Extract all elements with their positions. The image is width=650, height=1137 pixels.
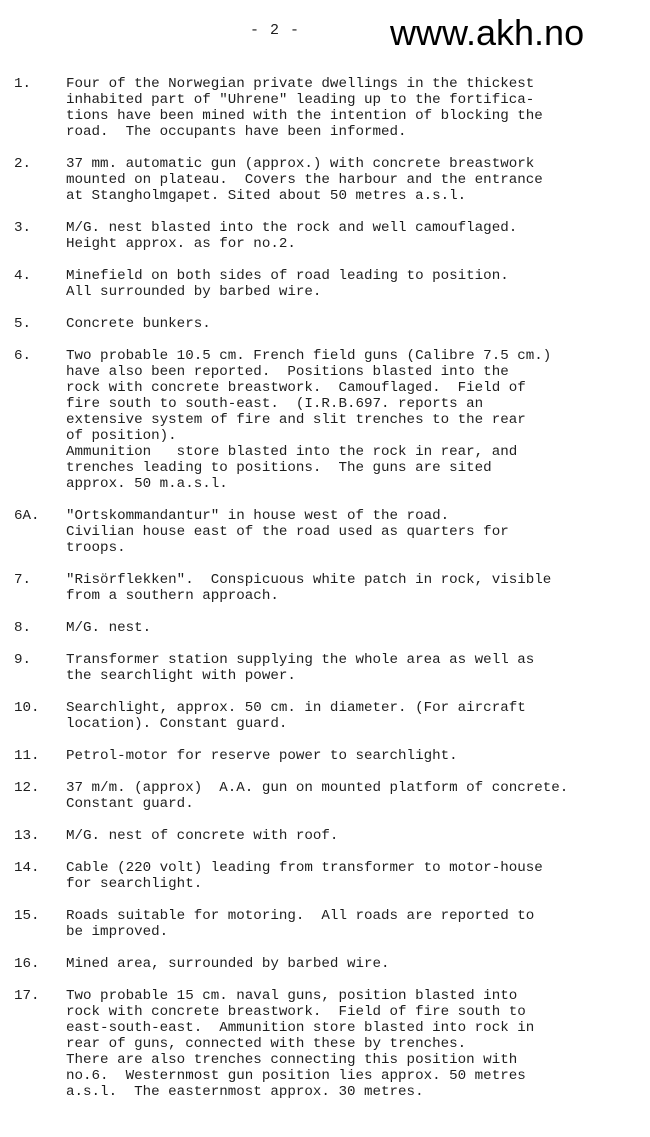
entry-text: Concrete bunkers.: [66, 316, 211, 332]
entry-4: [0, 268, 650, 300]
entry-number: 8.: [14, 620, 32, 636]
entry-text: 37 m/m. (approx) A.A. gun on mounted platform of concrete. Constant guard.: [66, 780, 569, 812]
entry-number: 6.: [14, 348, 32, 364]
entry-7: [0, 572, 650, 604]
entry-text: Four of the Norwegian private dwellings in the thickest inhabited part of "Uhrene" leading up to the fortifica- tions have been mined with the intention of blocking the road. The occupants have been informed.: [66, 76, 543, 140]
entry-number: 14.: [14, 860, 40, 876]
entry-text: Transformer station supplying the whole area as well as the searchlight with power.: [66, 652, 535, 684]
entry-text: M/G. nest.: [66, 620, 152, 636]
entry-13: [0, 828, 650, 844]
entry-number: 1.: [14, 76, 32, 92]
entry-number: 15.: [14, 908, 40, 924]
entry-number: 12.: [14, 780, 40, 796]
entry-11: [0, 748, 650, 764]
entry-number: 9.: [14, 652, 32, 668]
entry-text: 37 mm. automatic gun (approx.) with concrete breastwork mounted on plateau. Covers the harbour and the entrance at Stangholmgapet. Sited about 50 metres a.s.l.: [66, 156, 543, 204]
entry-1: [0, 76, 650, 140]
entry-text: Searchlight, approx. 50 cm. in diameter. (For aircraft location). Constant guard.: [66, 700, 526, 732]
entry-number: 3.: [14, 220, 32, 236]
entry-6a: [0, 508, 650, 556]
entry-number: 2.: [14, 156, 32, 172]
entry-number: 17.: [14, 988, 40, 1004]
entry-8: [0, 620, 650, 636]
entry-text: Roads suitable for motoring. All roads are reported to be improved.: [66, 908, 535, 940]
entry-6: [0, 348, 650, 492]
entry-text: M/G. nest blasted into the rock and well camouflaged. Height approx. as for no.2.: [66, 220, 518, 252]
entry-number: 11.: [14, 748, 40, 764]
entry-14: [0, 860, 650, 892]
entry-text: Two probable 10.5 cm. French field guns (Calibre 7.5 cm.) have also been reported. Positions blasted into the rock with concrete breastwork. Camouflaged. Field of fire south to south-east. (I.R.B.697. reports an extensive system of fire and slit trenches to the rear of position). Ammunition store blasted into the rock in rear, and trenches leading to positions. The guns are sited approx. 50 m.a.s.l.: [66, 348, 552, 492]
entry-10: [0, 700, 650, 732]
entry-text: Two probable 15 cm. naval guns, position blasted into rock with concrete breastwork. Field of fire south to east-south-east. Ammunition store blasted into rock in rear of guns, connected with these by trenches. There are also trenches connecting this position with no.6. Westernmost gun position lies approx. 50 metres a.s.l. The easternmost approx. 30 metres.: [66, 988, 535, 1100]
page-number: - 2 -: [250, 22, 301, 39]
entry-text: M/G. nest of concrete with roof.: [66, 828, 339, 844]
entry-number: 6A.: [14, 508, 40, 524]
entry-number: 13.: [14, 828, 40, 844]
entry-text: Minefield on both sides of road leading to position. All surrounded by barbed wire.: [66, 268, 509, 300]
entry-list: [0, 76, 650, 1116]
entry-text: Cable (220 volt) leading from transformer to motor-house for searchlight.: [66, 860, 543, 892]
watermark: www.akh.no: [390, 12, 585, 53]
entry-9: [0, 652, 650, 684]
entry-5: [0, 316, 650, 332]
entry-3: [0, 220, 650, 252]
entry-16: [0, 956, 650, 972]
entry-12: [0, 780, 650, 812]
entry-number: 16.: [14, 956, 40, 972]
entry-text: "Risörflekken". Conspicuous white patch in rock, visible from a southern approach.: [66, 572, 552, 604]
entry-number: 4.: [14, 268, 32, 284]
entry-text: "Ortskommandantur" in house west of the road. Civilian house east of the road used as quarters for troops.: [66, 508, 509, 556]
entry-17: [0, 988, 650, 1100]
entry-15: [0, 908, 650, 940]
entry-number: 7.: [14, 572, 32, 588]
entry-2: [0, 156, 650, 204]
entry-text: Mined area, surrounded by barbed wire.: [66, 956, 390, 972]
entry-number: 5.: [14, 316, 32, 332]
entry-text: Petrol-motor for reserve power to searchlight.: [66, 748, 458, 764]
entry-number: 10.: [14, 700, 40, 716]
